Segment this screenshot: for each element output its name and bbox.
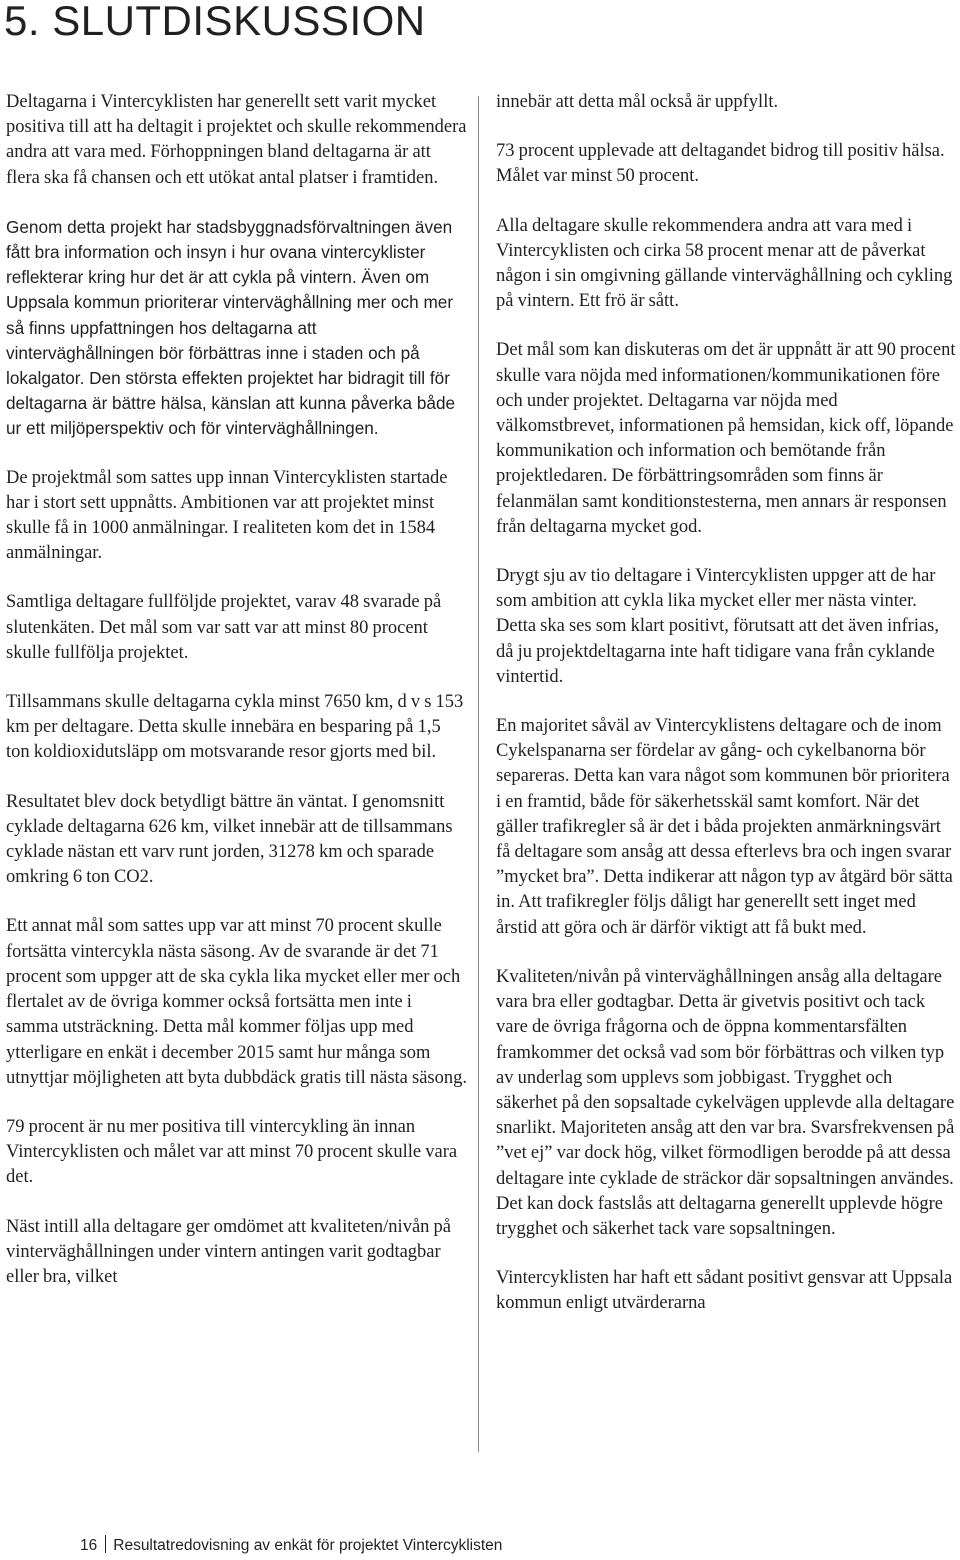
paragraph-halsa: 73 procent upplevade att deltagandet bidrog till positiv hälsa. Målet var minst 50 procent.: [496, 141, 945, 187]
paragraph-fullfoljde: Samtliga deltagare fullföljde projektet, varav 48 svarade på slutenkäten. Det mål som var satt var att minst 80 procent skulle fullfölja projektet.: [6, 592, 442, 663]
paragraph-stadsbyggnad: Genom detta projekt har stadsbyggnadsförvaltningen även fått bra information och insyn i hur ovana vintercyklister reflekterar kring hur det är att cykla på vintern. Även om Uppsala kommun prioriterar vinterväghållning mer och mer så finns uppfattningen hos deltagarna att vinterväghållningen bör förbättras inne i staden och på lokalgator. Den största effekten projektet har bidragit till för deltagarna är bättre hälsa, känslan att kunna påverka både ur ett miljöperspektiv och för vinterväghållningen.: [6, 216, 456, 439]
footer-title: Resultatredovisning av enkät för projektet Vintercyklisten: [113, 1537, 503, 1554]
paragraph-km-mal: Tillsammans skulle deltagarna cykla minst 7650 km, d v s 153 km per deltagare. Detta skulle innebära en besparing på 1,5 ton koldioxidutsläpp om motsvarande resor gjorts med bil.: [6, 692, 464, 763]
paragraph-information: Det mål som kan diskuteras om det är uppnått är att 90 procent skulle vara nöjda med informationen/kommunikationen före och under projektet. Deltagarna var nöjda med välkomstbrevet, informationen på hemsidan, kick off, löpande kommunikation och information och bemötande från projektledaren. De förbättringsområden som finns är felanmälan samt konditionstesterna, men annars är responsen från deltagarna mycket god.: [496, 340, 956, 537]
paragraph-projektmal: De projektmål som sattes upp innan Vintercyklisten startade har i stort sett uppnåtts. Ambitionen var att projektet minst skulle få in 1000 anmälningar. I realiteten kom det in 1584 anmälningar.: [6, 467, 448, 564]
right-text-column: [496, 90, 958, 1341]
paragraph-uppfyllt: innebär att detta mål också är uppfyllt.: [496, 92, 779, 112]
footer-separator: [105, 1535, 106, 1553]
page-footer: [80, 1535, 502, 1556]
paragraph-resultat: Resultatet blev dock betydligt bättre än väntat. I genomsnitt cyklade deltagarna 626 km, vilket innebär att de tillsammans cyklade nästan ett varv runt jorden, 31278 km och sparade omkring 6 ton CO2.: [6, 791, 453, 888]
paragraph-kvalitet: Kvaliteten/nivån på vinterväghållningen ansåg alla deltagare vara bra eller godtagbar. Detta är givetvis positivt och tack vare de övriga frågorna och de öppna kommentarsfälten framkommer det också vad som bör förbättras och vilken typ av underlag som upplevs som jobbigast. Trygghet och säkerhet på den sopsaltade cykelvägen upplevde alla deltagare snarlikt. Majoriteten ansåg att den var bra. Svarsfrekvensen på ”vet ej” var dock hög, vilket förmodligen berodde på att dessa deltagare inte cyklade de sträckor där sopsaltningen användes. Det kan dock fastslås att deltagarna generellt upplevde högre trygghet och säkerhet tack vare sopsaltningen.: [496, 966, 955, 1239]
paragraph-fortsatta: Ett annat mål som sattes upp var att minst 70 procent skulle fortsätta vintercykla nästa säsong. Av de svarande är det 71 procent som uppger att de ska cykla lika mycket eller mer och flertalet av de övriga kommer också fortsätta men inte i samma utsträckning. Detta mål kommer följas upp med ytterligare en enkät i december 2015 samt hur många som utnyttjar möjligheten att byta dubbdäck gratis till nästa säsong.: [6, 916, 467, 1088]
paragraph-separeras: En majoritet såväl av Vintercyklistens deltagare och de inom Cykelspanarna ser fördelar av gång- och cykelbanorna bör separeras. Detta kan vara något som kommunen bör prioritera i en framtid, både för säkerhetsskäl samt komfort. När det gäller trafikregler så är det i båda projekten anmärkningsvärt få deltagare som ansåg att dessa efterlevs bra och ingen svarar ”mycket bra”. Detta indikerar att någon typ av åtgärd bör sätta in. Att trafikregler följs dåligt har generellt sett inget med årstid att göra och är därför viktigt att få bukt med.: [496, 716, 953, 938]
left-text-column: [6, 90, 468, 1314]
paragraph-omdome: Näst intill alla deltagare ger omdömet att kvaliteten/nivån på vinterväghållningen under vintern antingen varit godtagbar eller bra, vilket: [6, 1216, 451, 1287]
paragraph-rekommendera: Alla deltagare skulle rekommendera andra att vara med i Vintercyklisten och cirka 58 procent menar att de påverkat någon i sin omgivning gällande vinterväghållning och cykling på vintern. Ett frö är sått.: [496, 215, 953, 312]
paragraph-positiva: 79 procent är nu mer positiva till vintercykling än innan Vintercyklisten och målet var att minst 70 procent skulle vara det.: [6, 1116, 458, 1188]
paragraph-ambition: Drygt sju av tio deltagare i Vintercyklisten uppger att de har som ambition att cykla lika mycket eller mer nästa vinter. Detta ska ses som klart positivt, förutsatt att det även infrias, då ju projektdeltagarna inte haft tidigare vana från cyklande vintertid.: [496, 566, 940, 687]
paragraph-intro: Deltagarna i Vintercyklisten har generellt sett varit mycket positiva till att ha deltagit i projektet och skulle rekommendera andra att vara med. Förhoppningen bland deltagarna är att flera ska få chansen och ett utökat antal platser i framtiden.: [6, 92, 467, 188]
page-number: 16: [80, 1537, 98, 1554]
paragraph-gensvar: Vintercyklisten har haft ett sådant positivt gensvar att Uppsala kommun enligt utvärderarna: [496, 1268, 953, 1314]
column-divider: [478, 96, 479, 1452]
section-heading: 5. SLUTDISKUSSION: [4, 0, 426, 44]
